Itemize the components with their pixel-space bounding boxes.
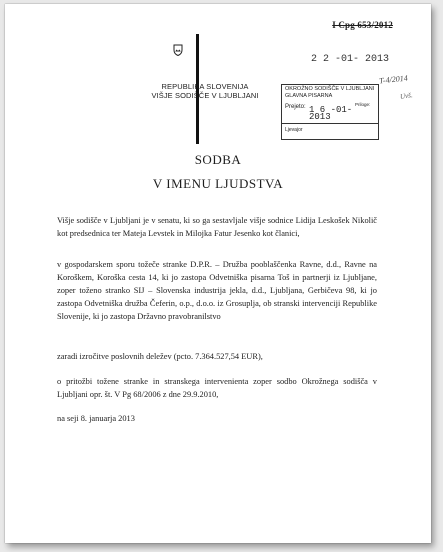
stamp-date: 1 6 -01- 2013 <box>309 105 353 122</box>
coat-of-arms-icon <box>173 44 183 56</box>
court-name <box>145 82 265 100</box>
handwritten-note-2: Uvš. <box>399 91 414 101</box>
paragraph-session: na seji 8. januarja 2013 <box>57 414 135 423</box>
stamp-line1: OKROŽNO SODIŠČE V LJUBLJANI <box>285 86 375 92</box>
stamp-received-label: Prejeto: <box>285 104 306 110</box>
stamp-lower: Ljevajor <box>285 127 303 133</box>
stamp-rule <box>282 123 378 124</box>
paragraph-parties: v gospodarskem sporu tožeče stranke D.P.R. – Družba pooblaščenka Ravne, d.d., Ravne na Koroškem, Koroška cesta 14, ki jo zastopa Odvetniška pisarna Toš in partnerji iz Ljubljane, zoper toženo stranko SIJ – Slovenska industrija jekla, d.d., Ljubljana, Gerbičeva 98, ki jo zastopa Odvetniška družba Čeferin, o.p., d.o.o. iz Grosuplja, ob stranski intervenciji Republike Slovenije, ki jo zastopa Državno pravobranilstvo <box>57 260 377 321</box>
document-subtitle: V IMENU LJUDSTVA <box>152 176 284 191</box>
court-name-line1: REPUBLIKA SLOVENIJA <box>161 82 249 91</box>
handwritten-note-1: T-4/2014 <box>378 73 409 86</box>
stamp-note: Priloge: <box>355 102 371 107</box>
received-date-top: 2 2 -01- 2013 <box>311 54 390 65</box>
paragraph-subject: zaradi izročitve poslovnih deležev (pcto. 7.364.527,54 EUR), <box>57 352 263 361</box>
case-number: I Cpg 653/2012 <box>332 20 393 30</box>
document-page <box>5 4 431 543</box>
court-name-line2: VIŠJE SODIŠČE V LJUBLJANI <box>151 91 259 100</box>
document-title: SODBA <box>194 152 242 167</box>
paragraph-appeal: o pritožbi tožene stranke in stranskega intervenienta zoper sodbo Okrožnega sodišča v Ljubljani opr. št. V Pg 68/2006 z dne 29.9.2010, <box>57 377 377 399</box>
paragraph-senate: Višje sodišče v Ljubljani je v senatu, ki so ga sestavljale višje sodnice Lidija Leskošek Nikolič kot predsednica ter Mateja Levstek in Milojka Fatur Jesenko kot članici, <box>57 216 377 238</box>
received-stamp <box>281 84 379 140</box>
stamp-line2: GLAVNA PISARNA <box>285 93 333 99</box>
